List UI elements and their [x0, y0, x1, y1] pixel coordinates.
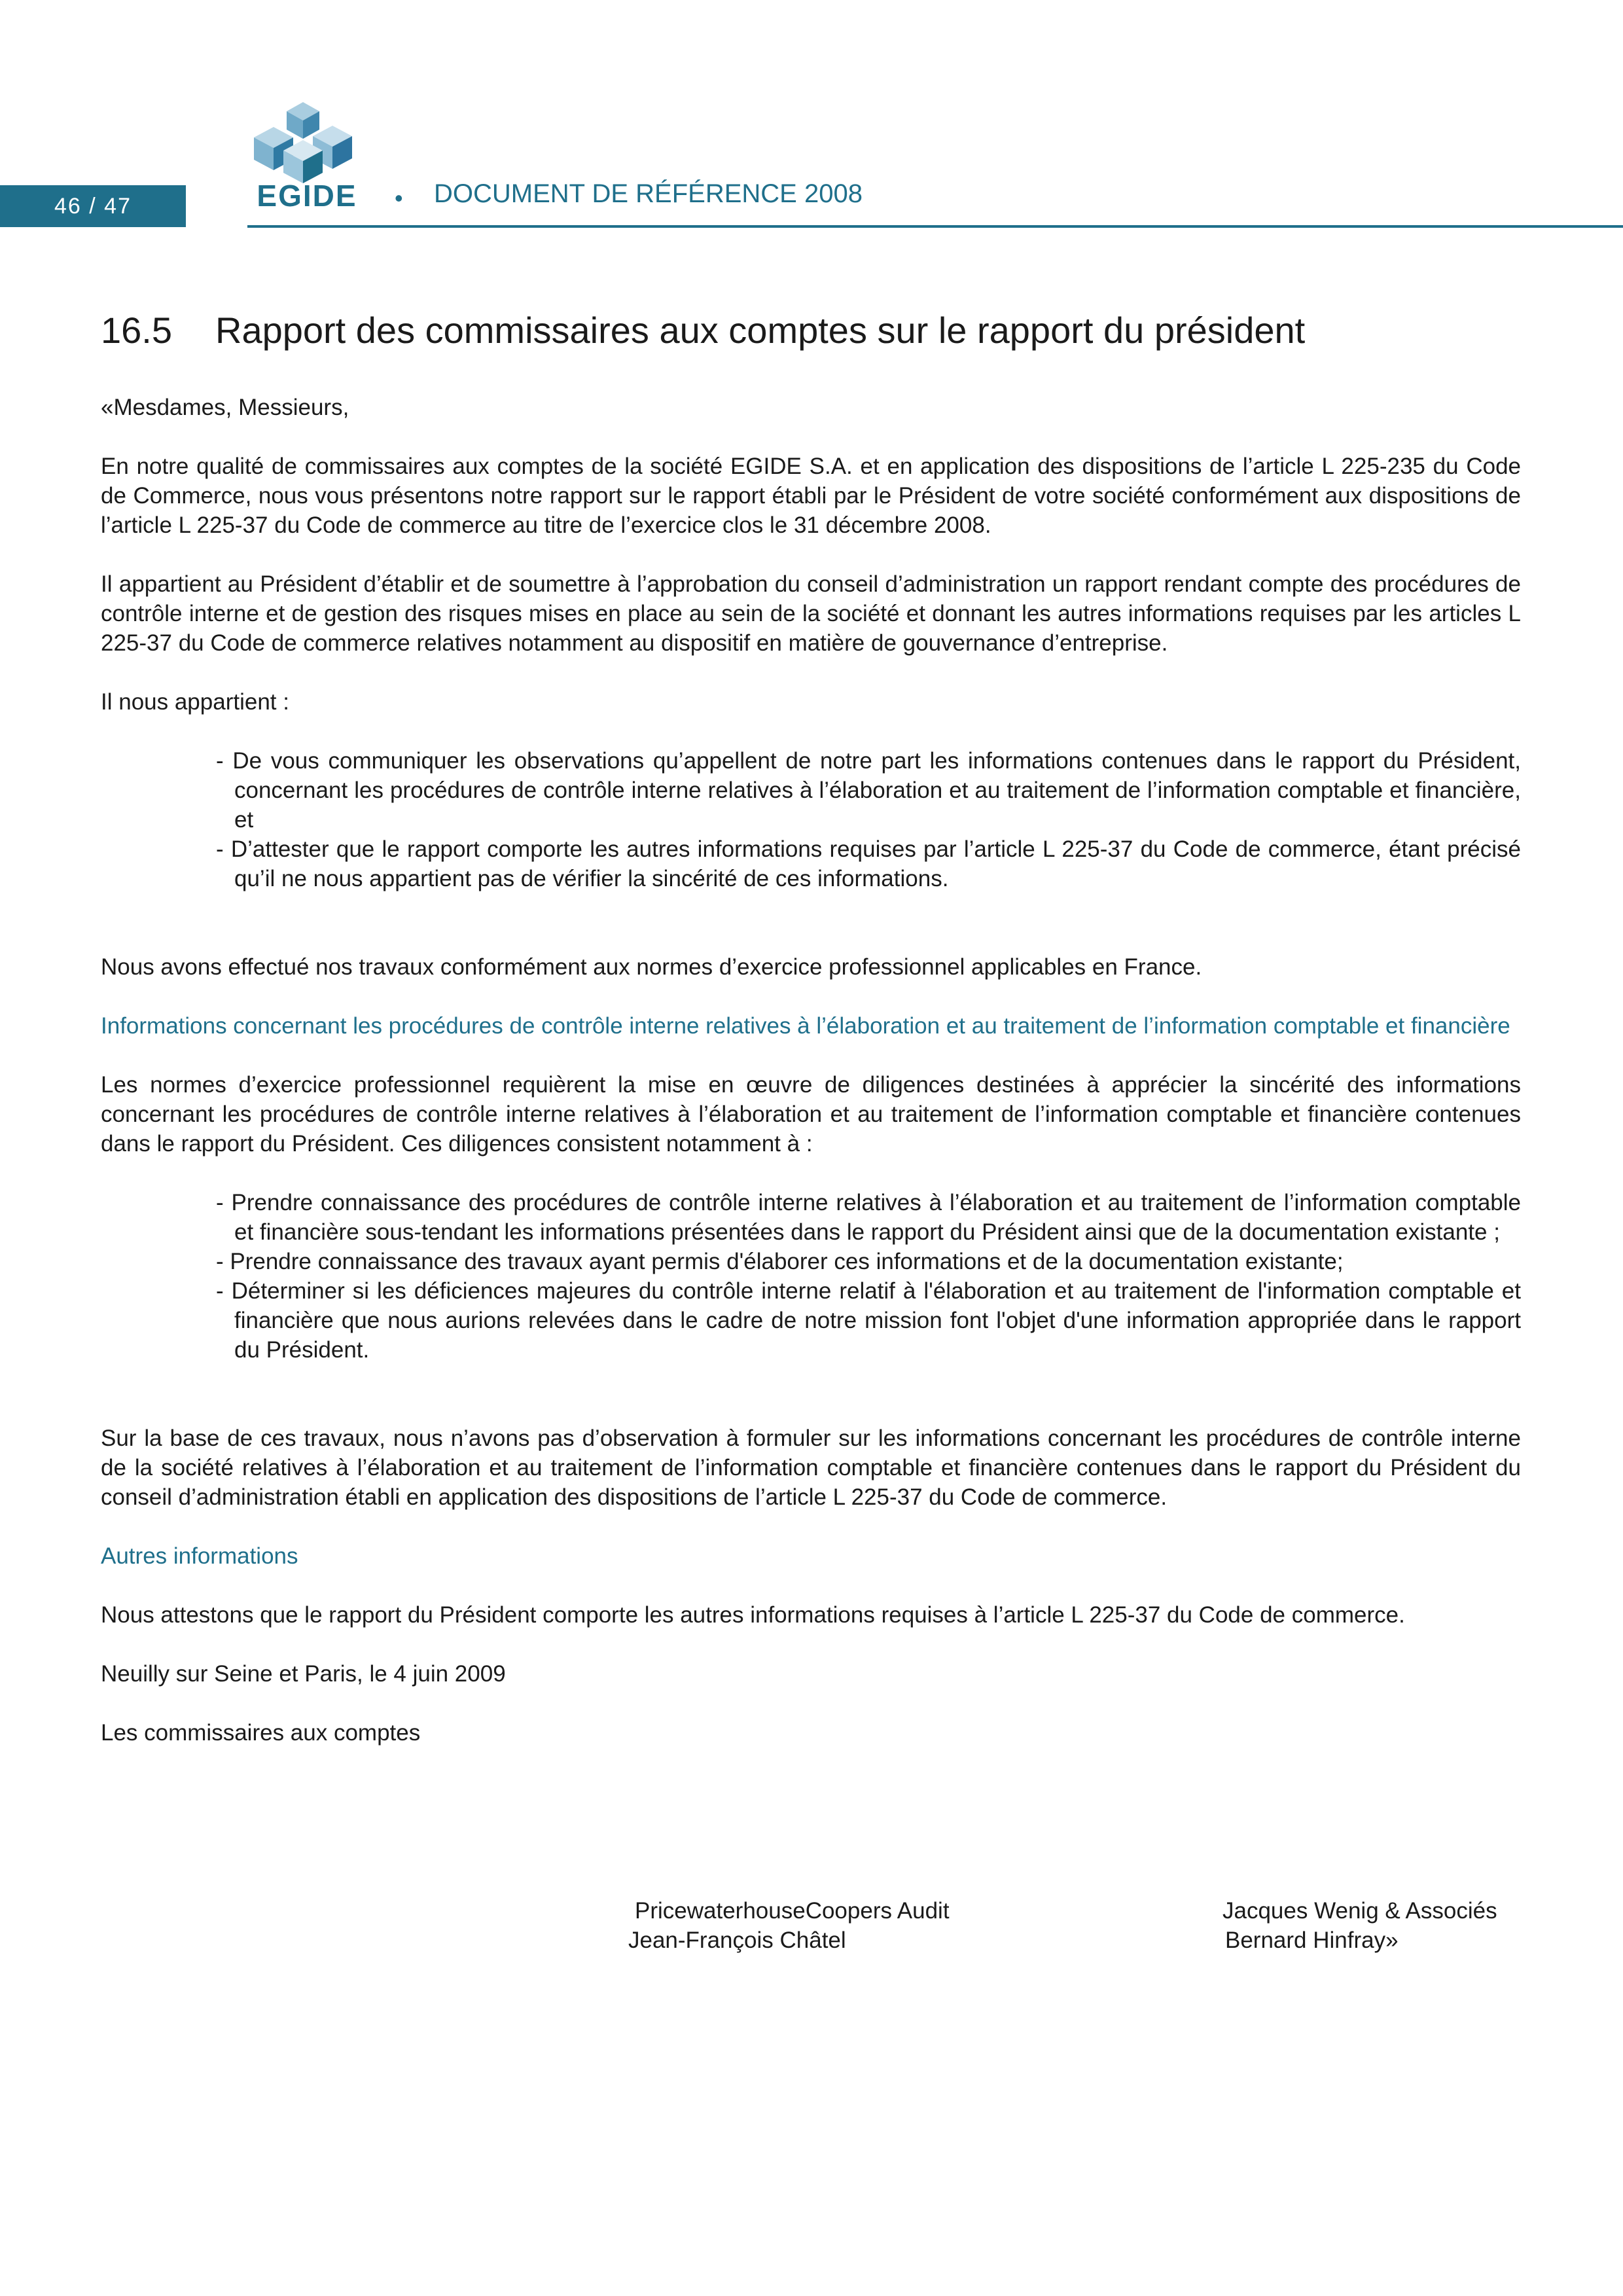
subheading-other-information: Autres informations [101, 1543, 298, 1569]
list-item: - D’attester que le rapport comporte les autres informations requises par l’article L 225-37 du Code de commerce, étant précisé qu’il ne nous appartient pas de vérifier la sincérité de ces informations. [216, 836, 1521, 891]
signature-pwc [628, 1896, 950, 1955]
document-title: DOCUMENT DE RÉFÉRENCE 2008 [434, 179, 863, 208]
spacer [101, 1394, 1521, 1424]
paragraph-conclusion: Sur la base de ces travaux, nous n’avons pas d’observation à formuler sur les informations concernant les procédures de contrôle interne de la société relatives à l’élaboration et au traitement de l’information comptable et financière contenues dans le rapport du Président du conseil d’administration établi en application des dispositions de l’article L 225-37 du Code de commerce. [101, 1426, 1521, 1510]
signatory-name: Jean-François Châtel [628, 1928, 846, 1953]
firm-name: PricewaterhouseCoopers Audit [635, 1898, 950, 1924]
section-title: Rapport des commissaires aux comptes sur le rapport du président [215, 310, 1306, 351]
duties-list [101, 746, 1521, 893]
section-number: 16.5 [101, 310, 172, 351]
egide-logo-text: EGIDE [257, 179, 357, 213]
list-item: - Prendre connaissance des travaux ayant permis d'élaborer ces informations et de la documentation existante; [216, 1249, 1344, 1274]
section-heading [101, 309, 1305, 351]
subheading-internal-control: Informations concernant les procédures de contrôle interne relatives à l’élaboration et au traitement de l’information comptable et financière [101, 1013, 1510, 1039]
paragraph-standards: Nous avons effectué nos travaux conformément aux normes d’exercice professionnel applicables en France. [101, 954, 1202, 980]
signatory-name: Bernard Hinfray» [1225, 1928, 1399, 1953]
closing-line: Les commissaires aux comptes [101, 1720, 421, 1746]
place-date: Neuilly sur Seine et Paris, le 4 juin 2009 [101, 1661, 506, 1687]
firm-name: Jacques Wenig & Associés [1222, 1898, 1497, 1924]
signature-wenig [1222, 1896, 1497, 1955]
paragraph-our-duty: Il nous appartient : [101, 689, 289, 715]
paragraph-attestation: Nous attestons que le rapport du Président comporte les autres informations requises à l’article L 225-37 du Code de commerce. [101, 1602, 1405, 1628]
list-item: - Déterminer si les déficiences majeures du contrôle interne relatif à l'élaboration et au traitement de l'information comptable et financière que nous aurions relevées dans le cadre de notre mission font l'objet d'une information appropriée dans le rapport du Président. [216, 1278, 1521, 1363]
salutation: «Mesdames, Messieurs, [101, 395, 349, 420]
paragraph-president-duty: Il appartient au Président d’établir et de soumettre à l’approbation du conseil d’administration un rapport rendant compte des procédures de contrôle interne et de gestion des risques mises en place au sein de la société et donnant les autres informations requises par les articles L 225-37 du Code de commerce relatives notamment au dispositif en matière de gouvernance d’entreprise. [101, 571, 1521, 656]
page-indicator: 46 / 47 [0, 185, 186, 227]
header-divider [247, 225, 1623, 228]
list-item: - Prendre connaissance des procédures de contrôle interne relatives à l’élaboration et au traitement de l’information comptable et financière sous-tendant les informations présentées dans le rapport du Président ainsi que de la documentation existante ; [216, 1190, 1521, 1245]
paragraph-intro: En notre qualité de commissaires aux comptes de la société EGIDE S.A. et en application des dispositions de l’article L 225-235 du Code de Commerce, nous vous présentons notre rapport sur le rapport établi par le Président de votre société conformément aux dispositions de l’article L 225-37 du Code de commerce au titre de l’exercice clos le 31 décembre 2008. [101, 454, 1521, 538]
paragraph-diligences: Les normes d’exercice professionnel requièrent la mise en œuvre de diligences destinées à apprécier la sincérité des informations concernant les procédures de contrôle interne relatives à l’élaboration et au traitement de l’information comptable et financière contenues dans le rapport du Président. Ces diligences consistent notamment à : [101, 1072, 1521, 1157]
report-body [101, 393, 1521, 1777]
spacer [101, 923, 1521, 952]
header-bullet: • [395, 185, 403, 211]
diligences-list [101, 1188, 1521, 1365]
list-item: - De vous communiquer les observations qu’appellent de notre part les informations contenues dans le rapport du Président, concernant les procédures de contrôle interne relatives à l’élaboration et au traitement de l’information comptable et financière, et [216, 748, 1521, 833]
